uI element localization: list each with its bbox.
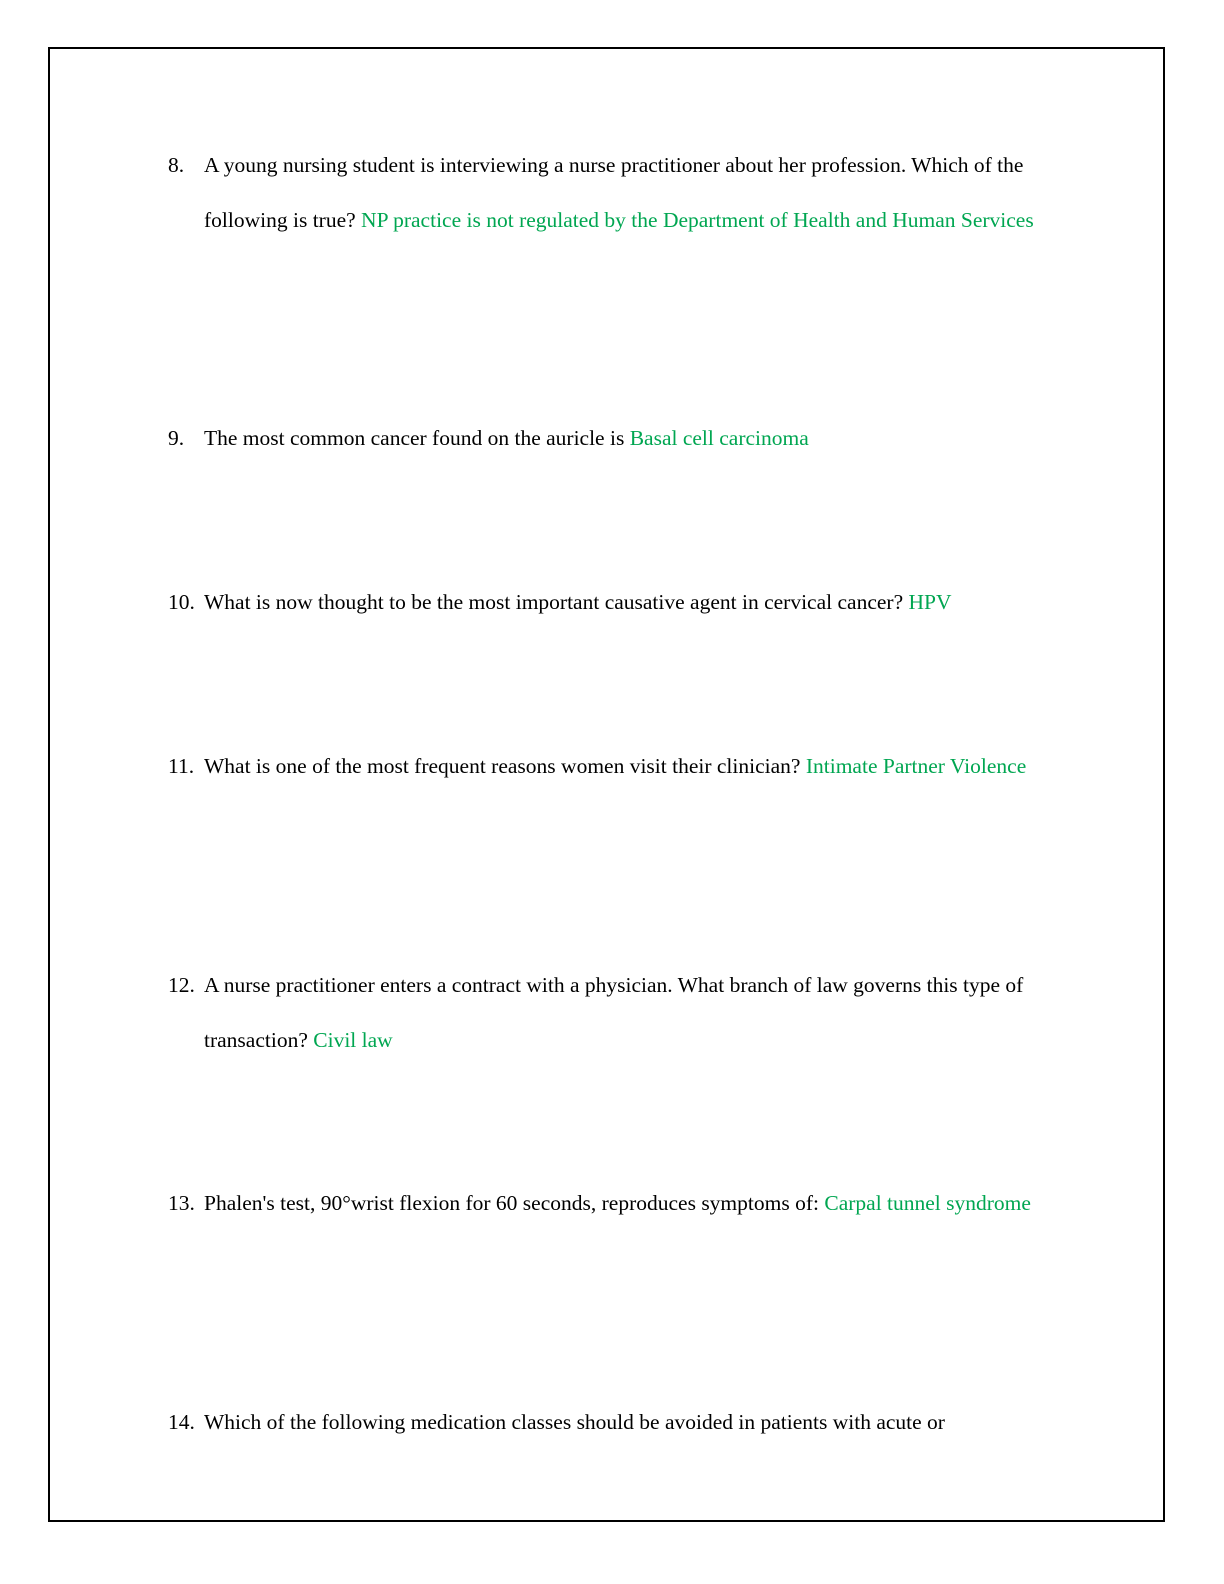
question-8 [168, 138, 1048, 247]
answer-text: Intimate Partner Violence [805, 754, 1027, 778]
question-body [204, 958, 1048, 1067]
question-number: 10. [168, 590, 195, 614]
question-text: What is one of the most frequent reasons women visit their clinician? [204, 754, 801, 778]
question-text: The most common cancer found on the auricle is [204, 426, 625, 450]
question-body [204, 411, 1048, 466]
question-text: What is now thought to be the most important causative agent in cervical cancer? [204, 590, 904, 614]
answer-text: Civil law [313, 1027, 393, 1052]
question-number: 8. [168, 153, 185, 177]
question-body [204, 739, 1048, 794]
question-13 [168, 1176, 1048, 1231]
answer-text: Basal cell carcinoma [629, 426, 809, 450]
answer-text: Carpal tunnel syndrome [824, 1191, 1031, 1215]
question-text: Which of the following medication classes should be avoided in patients with acute or [204, 1410, 945, 1434]
answer-text: HPV [908, 590, 952, 614]
question-10 [168, 575, 1048, 630]
question-body [204, 1395, 1048, 1450]
question-text: Phalen's test, 90°wrist flexion for 60 seconds, reproduces symptoms of: [204, 1191, 819, 1215]
question-14 [168, 1395, 1048, 1450]
question-number: 14. [168, 1410, 195, 1434]
question-9 [168, 411, 1048, 466]
question-text: A nurse practitioner enters a contract with a physician. What branch of law governs this type of transaction? [204, 973, 1024, 1052]
question-number: 9. [168, 426, 185, 450]
question-11 [168, 739, 1048, 794]
question-number: 12. [168, 973, 195, 997]
question-body [204, 1176, 1048, 1231]
question-text: A young nursing student is interviewing a nurse practitioner about her profession. Which of the following is true? [204, 153, 1024, 232]
question-body [204, 575, 1048, 630]
question-12 [168, 958, 1048, 1067]
question-body [204, 138, 1048, 247]
answer-text: NP practice is not regulated by the Department of Health and Human Services [361, 207, 1034, 232]
question-number: 11. [168, 754, 195, 778]
question-number: 13. [168, 1191, 195, 1215]
